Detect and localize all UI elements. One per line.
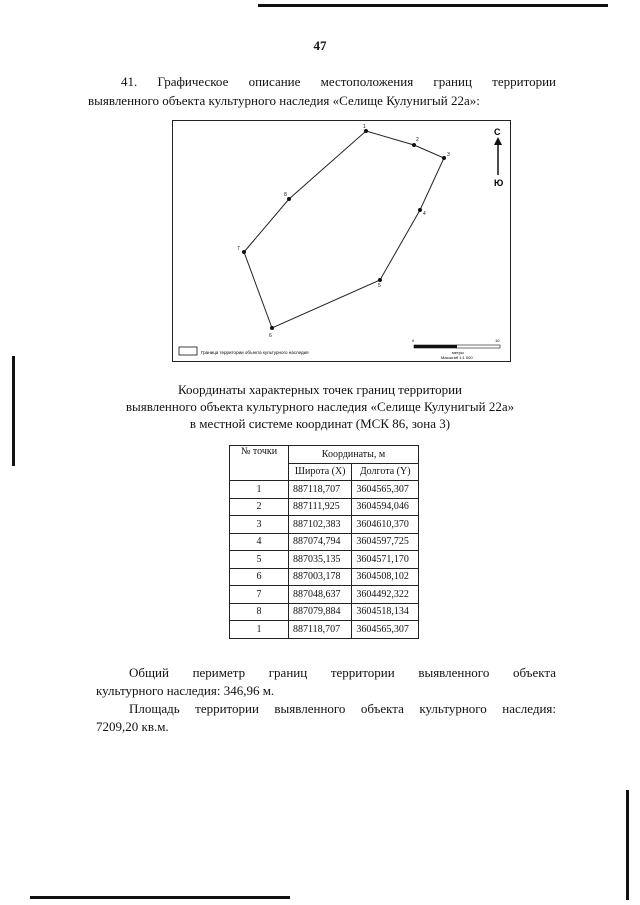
latitude-cell: 887118,707: [289, 481, 352, 499]
header-point: № точки: [230, 446, 289, 481]
table-row: [230, 533, 419, 551]
point-8-marker: [287, 197, 291, 201]
point-cell: 6: [230, 568, 289, 586]
longitude-cell: 3604565,307: [352, 481, 419, 499]
coordinates-caption: [88, 381, 552, 432]
page-number: 47: [313, 38, 327, 53]
header-latitude: Широта (X): [289, 463, 352, 481]
table-row: [230, 481, 419, 499]
table-row: [230, 498, 419, 516]
scale-bar: [414, 345, 500, 348]
point-5-marker: [378, 278, 382, 282]
longitude-cell: 3604518,134: [352, 603, 419, 621]
latitude-cell: 887035,135: [289, 551, 352, 569]
header-longitude: Долгота (Y): [352, 463, 419, 481]
scan-edge-right: [626, 790, 629, 900]
point-cell: 1: [230, 621, 289, 639]
latitude-cell: 887074,794: [289, 533, 352, 551]
latitude-cell: 887003,178: [289, 568, 352, 586]
legend-text: Граница территории объекта культурного наследия: [201, 350, 309, 355]
scale-ratio-label: Масштаб 1:1 000: [441, 355, 473, 360]
point-3-marker: [442, 156, 446, 160]
point-2-label: 2: [416, 137, 419, 143]
heading-line-1: 41. Графическое описание местоположения границ территории: [121, 74, 556, 89]
scan-edge-left: [12, 356, 15, 466]
perimeter-line-2: культурного наследия: 346,96 м.: [96, 683, 275, 698]
latitude-cell: 887111,925: [289, 498, 352, 516]
scale-start-label: 0: [412, 338, 415, 343]
latitude-cell: 887102,383: [289, 516, 352, 534]
point-cell: 2: [230, 498, 289, 516]
scale-end-label: 10: [495, 338, 500, 343]
point-cell: 8: [230, 603, 289, 621]
table-row: [230, 551, 419, 569]
point-cell: 1: [230, 481, 289, 499]
scan-edge-bottom: [30, 896, 290, 899]
longitude-cell: 3604508,102: [352, 568, 419, 586]
scan-edge-top: [258, 4, 608, 7]
point-2-marker: [412, 143, 416, 147]
legend-swatch: [179, 347, 197, 355]
longitude-cell: 3604492,322: [352, 586, 419, 604]
longitude-cell: 3604597,725: [352, 533, 419, 551]
header-coordinates: Координаты, м: [289, 446, 419, 464]
longitude-cell: 3604565,307: [352, 621, 419, 639]
boundary-points: [242, 129, 446, 330]
area-line-2: 7209,20 кв.м.: [96, 719, 169, 734]
perimeter-line-1: Общий периметр границ территории выявленного объекта: [129, 665, 556, 680]
scale-unit-label: метры: [452, 350, 464, 355]
longitude-cell: 3604594,046: [352, 498, 419, 516]
point-cell: 3: [230, 516, 289, 534]
table-row: [230, 516, 419, 534]
point-cell: 5: [230, 551, 289, 569]
point-cell: 4: [230, 533, 289, 551]
longitude-cell: 3604571,170: [352, 551, 419, 569]
north-arrow-icon: [494, 137, 502, 175]
point-7-label: 7: [237, 246, 240, 252]
caption-line-3: в местной системе координат (МСК 86, зона 3): [189, 416, 451, 431]
longitude-cell: 3604610,370: [352, 516, 419, 534]
caption-line-1: Координаты характерных точек границ территории: [178, 382, 462, 397]
table-row: [230, 586, 419, 604]
coordinates-table: [229, 445, 419, 639]
caption-line-2: выявленного объекта культурного наследия «Селище Кулунигый 22а»: [125, 399, 515, 414]
table-row: [230, 603, 419, 621]
point-6-marker: [270, 326, 274, 330]
latitude-cell: 887079,884: [289, 603, 352, 621]
boundary-polygon: [244, 131, 444, 328]
point-8-label: 8: [284, 192, 287, 198]
point-4-label: 4: [423, 211, 426, 217]
latitude-cell: 887118,707: [289, 621, 352, 639]
point-4-marker: [418, 208, 422, 212]
point-6-label: 6: [269, 333, 272, 339]
compass-south-label: Ю: [494, 178, 504, 188]
table-row: [230, 568, 419, 586]
boundary-plan: [172, 120, 511, 362]
table-row: [230, 621, 419, 639]
point-7-marker: [242, 250, 246, 254]
point-1-label: 1: [363, 124, 366, 130]
compass-north-label: С: [494, 127, 501, 137]
heading-line-2: выявленного объекта культурного наследия «Селище Кулунигый 22а»:: [88, 93, 480, 108]
area-line-1: Площадь территории выявленного объекта культурного наследия:: [129, 701, 556, 716]
point-3-label: 3: [447, 152, 450, 158]
point-5-label: 5: [378, 283, 381, 289]
point-cell: 7: [230, 586, 289, 604]
table-header-row: [230, 446, 419, 464]
plan-drawing: [173, 121, 512, 363]
latitude-cell: 887048,637: [289, 586, 352, 604]
